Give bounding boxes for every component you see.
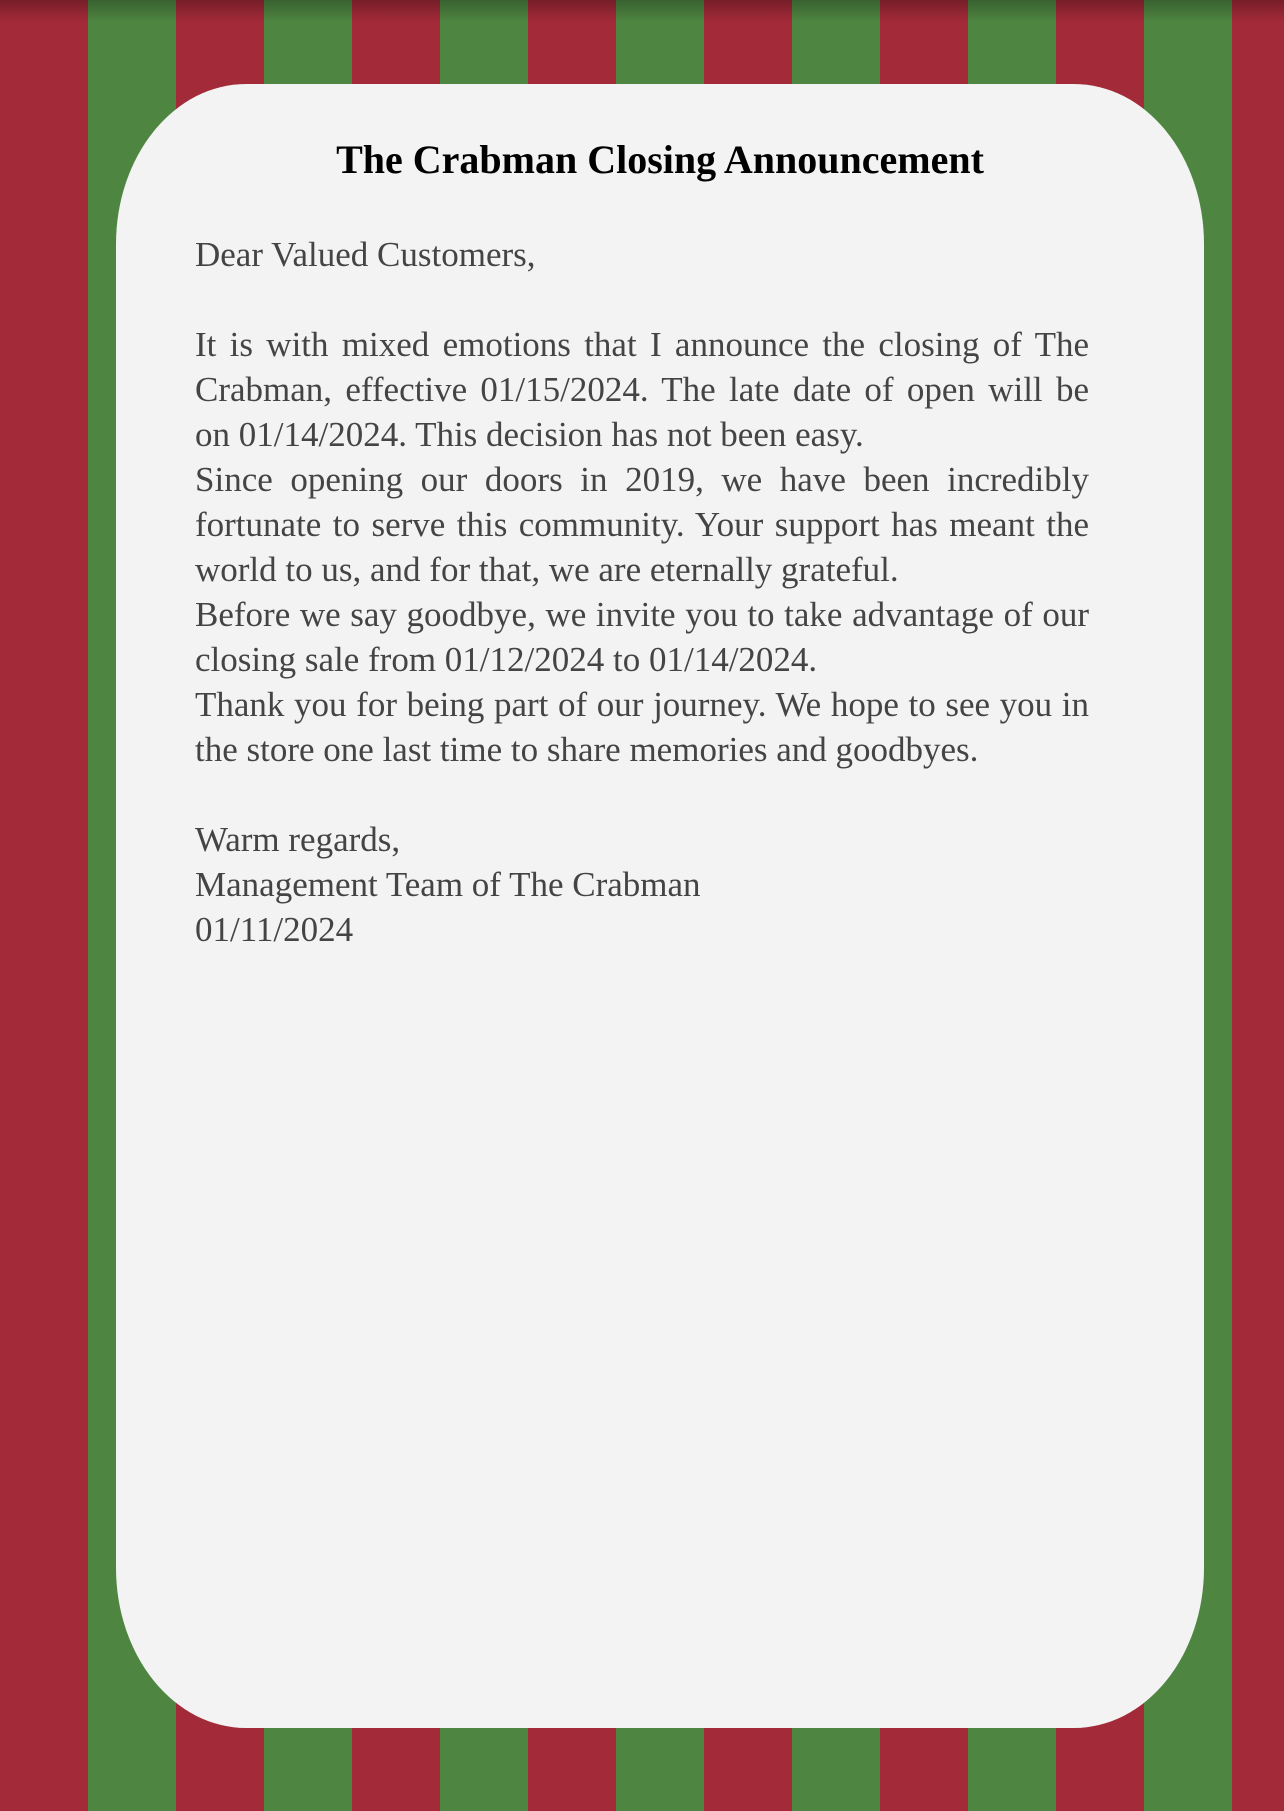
paragraph-gratitude: Since opening our doors in 2019, we have been incredibly fortunate to serve this community. Your support has meant the world to us, and for that, we are eternally grateful. (195, 460, 1089, 589)
announcement-body (195, 232, 1089, 952)
spacer (195, 277, 1089, 322)
announcement-card (116, 84, 1204, 1728)
paragraph-thank-you: Thank you for being part of our journey. We hope to see you in the store one last time to share memories and goodbyes. (195, 685, 1089, 769)
signature: Management Team of The Crabman (195, 865, 701, 904)
paragraph-closing-sale: Before we say goodbye, we invite you to take advantage of our closing sale from 01/12/2024 to 01/14/2024. (195, 595, 1089, 679)
announcement-title: The Crabman Closing Announcement (336, 137, 984, 182)
salutation: Dear Valued Customers, (195, 235, 536, 274)
letter-date: 01/11/2024 (195, 910, 354, 949)
signoff-block (195, 817, 1089, 952)
paragraph-closing-notice: It is with mixed emotions that I announce the closing of The Crabman, effective 01/15/2024. The late date of open will be on 01/14/2024. This decision has not been easy. (195, 325, 1089, 454)
top-shadow (0, 0, 1284, 22)
spacer (195, 772, 1089, 817)
closing-line: Warm regards, (195, 820, 401, 859)
